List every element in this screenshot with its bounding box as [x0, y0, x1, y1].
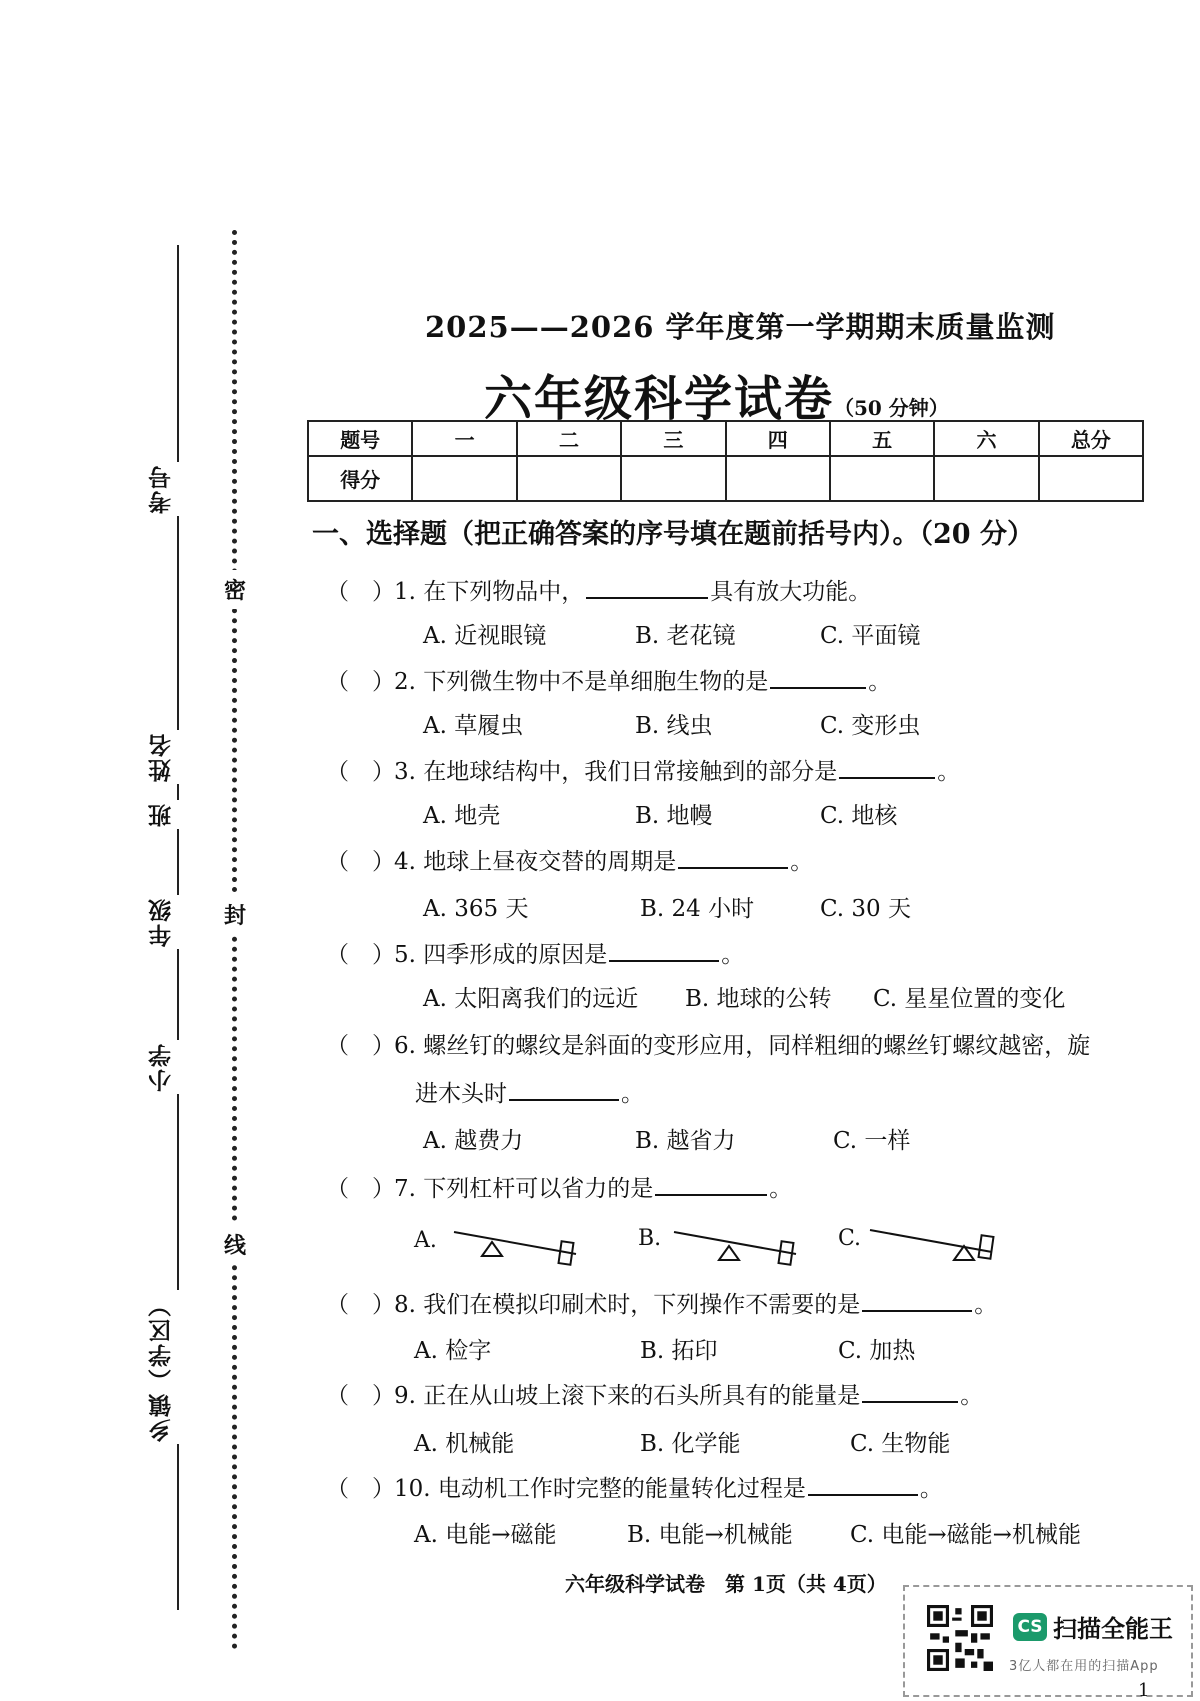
question-text: 4. 地球上昼夜交替的周期是: [394, 849, 677, 875]
question-text: 7. 下列杠杆可以省力的是: [394, 1176, 654, 1202]
lever-diagram-a: [452, 1228, 582, 1268]
question-2: [326, 663, 891, 696]
question-9: [326, 1377, 983, 1410]
question-text: 10. 电动机工作时完整的能量转化过程是: [394, 1476, 806, 1502]
lever-diagram-c: [868, 1226, 998, 1266]
score-col-header: 六: [934, 421, 1038, 456]
qr-code-icon: [927, 1605, 993, 1671]
field-school: 小学: [150, 1040, 186, 1094]
question-text: 进木头时: [415, 1081, 507, 1107]
option-c: C. 星星位置的变化: [873, 986, 1066, 1012]
answer-paren-open: （: [326, 1033, 349, 1059]
answer-paren-close: ）: [372, 849, 395, 875]
score-table: [307, 420, 1144, 502]
page-marker: 1: [1138, 1680, 1150, 1701]
question-7: [326, 1170, 792, 1203]
scanner-tagline: 3亿人都在用的扫描App: [1009, 1659, 1159, 1674]
answer-paren-open: （: [326, 759, 349, 785]
answer-paren-close: ）: [372, 1292, 395, 1318]
option-c: C. 30 天: [820, 896, 911, 922]
option-b: B. 老花镜: [635, 623, 736, 649]
answer-paren-open: （: [326, 849, 349, 875]
question-5: [326, 936, 744, 969]
scanner-logo: CS: [1013, 1613, 1047, 1641]
option-c: C. 加热: [838, 1338, 916, 1364]
question-text: 8. 我们在模拟印刷术时，下列操作不需要的是: [394, 1292, 861, 1318]
option-a: A. 机械能: [414, 1431, 515, 1457]
answer-paren-open: （: [326, 942, 349, 968]
answer-blank: [770, 665, 866, 689]
question-text: 。: [769, 1176, 793, 1202]
seal-word-xian: 线: [222, 1225, 248, 1264]
question-6: [326, 1027, 1090, 1060]
option-b: B. 电能→机械能: [627, 1522, 793, 1548]
answer-paren-close: ）: [372, 1033, 395, 1059]
question-4: [326, 843, 813, 876]
answer-blank: [586, 575, 708, 599]
answer-paren-open: （: [326, 1383, 349, 1409]
scanner-brand-name: 扫描全能王: [1053, 1615, 1173, 1643]
option-c: C. 变形虫: [820, 713, 921, 739]
answer-blank: [839, 755, 935, 779]
option-b: B. 线虫: [635, 713, 713, 739]
option-b: B. 越省力: [635, 1128, 736, 1154]
exam-main-title: [484, 360, 949, 429]
option-b: B. 拓印: [640, 1338, 718, 1364]
option-c: C. 电能→磁能→机械能: [850, 1522, 1081, 1548]
question-text: 6. 螺丝钉的螺纹是斜面的变形应用，同样粗细的螺丝钉螺纹越密，旋: [394, 1033, 1091, 1059]
score-cell: [726, 456, 830, 501]
seal-word-mi: 密: [222, 570, 248, 609]
score-col-header: 三: [621, 421, 725, 456]
question-10: [326, 1470, 943, 1503]
answer-paren-open: （: [326, 1292, 349, 1318]
score-cell: [830, 456, 934, 501]
question-text: 。: [868, 669, 892, 695]
score-table-label: 题号: [308, 421, 412, 456]
lever-diagram-b: [672, 1228, 802, 1268]
answer-paren-close: ）: [372, 1176, 395, 1202]
seal-word-feng: 封: [222, 895, 248, 934]
exam-duration: （50 分钟）: [834, 396, 949, 420]
scanner-brand: [1013, 1609, 1173, 1644]
field-name: 姓名: [150, 730, 186, 784]
answer-paren-open: （: [326, 1176, 349, 1202]
option-b: B. 地球的公转: [685, 986, 832, 1012]
seal-dotted-line: [232, 230, 237, 1650]
answer-blank: [509, 1077, 619, 1101]
option-a: A. 检字: [414, 1338, 492, 1364]
answer-blank: [609, 938, 719, 962]
question-text: 9. 正在从山坡上滚下来的石头所具有的能量是: [394, 1383, 861, 1409]
option-a: A. 365 天: [423, 896, 529, 922]
field-exam-number: 考号: [150, 462, 186, 516]
answer-paren-close: ）: [372, 942, 395, 968]
question-text: 。: [974, 1292, 998, 1318]
answer-blank: [862, 1379, 958, 1403]
option-a: A.: [414, 1228, 437, 1253]
question-text: 3. 在地球结构中，我们日常接触到的部分是: [394, 759, 838, 785]
question-text: 。: [919, 1476, 943, 1502]
answer-paren-close: ）: [372, 759, 395, 785]
option-a: A. 近视眼镜: [423, 623, 547, 649]
question-text: 具有放大功能。: [710, 579, 872, 605]
question-text: 2. 下列微生物中不是单细胞生物的是: [394, 669, 769, 695]
option-a: A. 越费力: [423, 1128, 524, 1154]
question-1: [326, 573, 871, 606]
option-b: B. 地幔: [635, 803, 713, 829]
option-b: B. 化学能: [640, 1431, 741, 1457]
option-a: A. 太阳离我们的远近: [423, 986, 639, 1012]
answer-paren-open: （: [326, 1476, 349, 1502]
answer-blank: [862, 1288, 972, 1312]
question-text: 5. 四季形成的原因是: [394, 942, 608, 968]
answer-blank: [655, 1172, 767, 1196]
answer-paren-open: （: [326, 579, 349, 605]
answer-paren-close: ）: [372, 669, 395, 695]
option-c: C. 地核: [820, 803, 898, 829]
question-3: [326, 753, 960, 786]
page-footer: 六年级科学试卷 第 1页（共 4页）: [565, 1572, 887, 1596]
scanner-watermark: [903, 1585, 1193, 1697]
score-cell: [412, 456, 516, 501]
option-b: B. 24 小时: [640, 896, 755, 922]
question-text: 。: [960, 1383, 984, 1409]
question-text: 1. 在下列物品中，: [394, 579, 585, 605]
question-text: 。: [621, 1081, 644, 1107]
score-col-header: 四: [726, 421, 830, 456]
answer-paren-close: ）: [372, 1383, 395, 1409]
option-c: C. 生物能: [850, 1431, 951, 1457]
option-c: C. 平面镜: [820, 623, 921, 649]
section-title: 一、选择题（把正确答案的序号填在题前括号内）。（20 分）: [312, 519, 1034, 550]
field-class: 班: [150, 800, 186, 829]
question-8: [326, 1286, 997, 1319]
field-township: 乡镇（学区）: [150, 1290, 186, 1444]
option-c: C.: [838, 1226, 862, 1251]
exam-term-title: 2025——2026 学年度第一学期期末质量监测: [425, 310, 1056, 344]
option-a: A. 地壳: [423, 803, 501, 829]
score-cell: [517, 456, 621, 501]
option-a: A. 草履虫: [423, 713, 524, 739]
question-text: 。: [790, 849, 814, 875]
exam-subject: 六年级科学试卷: [484, 371, 835, 427]
answer-paren-close: ）: [372, 1476, 395, 1502]
question-text: 。: [937, 759, 961, 785]
field-grade: 年级: [150, 895, 186, 949]
score-cell: [1039, 456, 1143, 501]
score-col-header: 总分: [1039, 421, 1143, 456]
question-text: 。: [721, 942, 745, 968]
answer-blank: [808, 1472, 918, 1496]
score-cell: [934, 456, 1038, 501]
score-table-label: 得分: [308, 456, 412, 501]
answer-blank: [678, 845, 788, 869]
score-cell: [621, 456, 725, 501]
option-b: B.: [638, 1226, 662, 1251]
score-col-header: 五: [830, 421, 934, 456]
question-6-continued: [415, 1075, 644, 1108]
option-a: A. 电能→磁能: [414, 1522, 557, 1548]
option-c: C. 一样: [833, 1128, 911, 1154]
score-col-header: 一: [412, 421, 516, 456]
answer-paren-close: ）: [372, 579, 395, 605]
score-col-header: 二: [517, 421, 621, 456]
answer-paren-open: （: [326, 669, 349, 695]
